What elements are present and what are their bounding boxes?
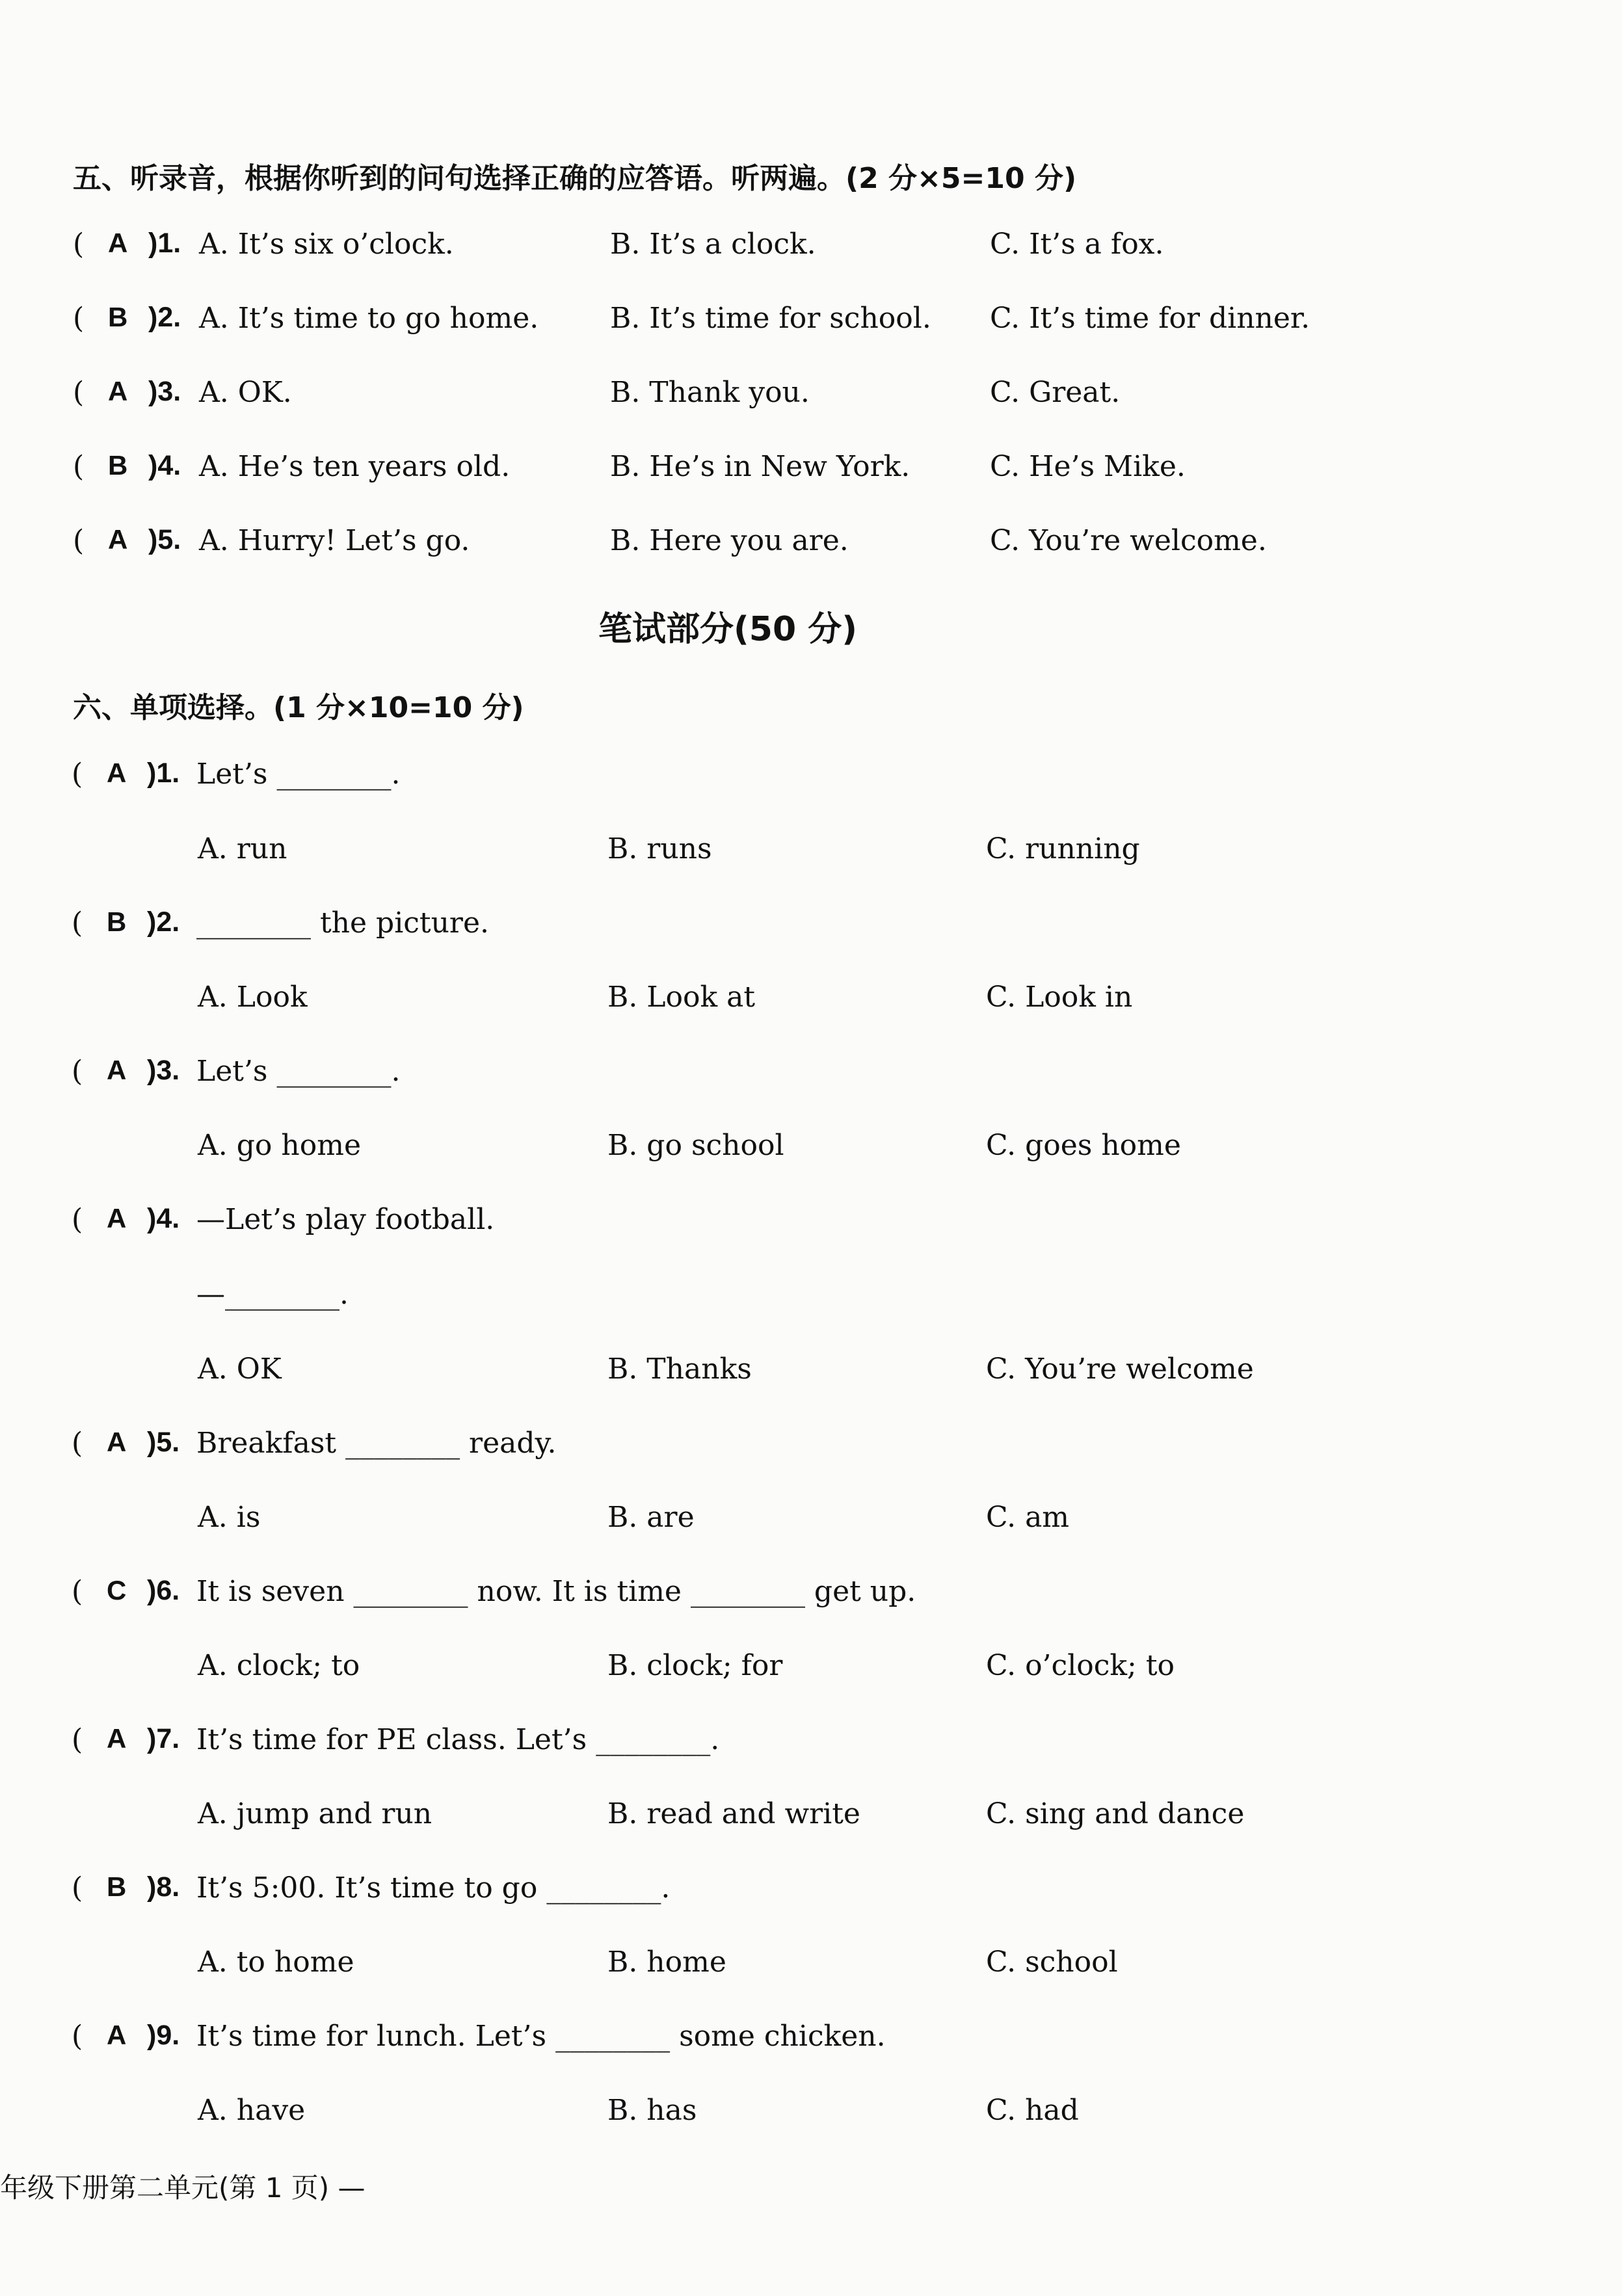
option-b: B. Thank you. — [610, 376, 810, 409]
option-b: B. Look at — [607, 981, 756, 1014]
question-stem: It is seven ________ now. It is time ________ get up. — [196, 1575, 916, 1608]
question-number: )7. — [147, 1723, 180, 1754]
answer-letter: B — [108, 450, 128, 481]
answer-letter: A — [107, 1427, 127, 1457]
answer-letter: A — [107, 1055, 127, 1085]
option-b: B. It’s time for school. — [610, 302, 931, 335]
option-c: C. had — [986, 2094, 1079, 2127]
question-number: )1. — [147, 758, 180, 789]
option-a: A. is — [198, 1501, 261, 1534]
question-number: )5. — [147, 1427, 180, 1458]
option-c: C. It’s time for dinner. — [990, 302, 1310, 335]
answer-paren: ( — [72, 2020, 83, 2053]
option-b: B. It’s a clock. — [610, 228, 816, 261]
option-a: A. It’s six o’clock. — [199, 228, 454, 261]
question-stem: It’s 5:00. It’s time to go ________. — [196, 1871, 671, 1905]
answer-paren: ( — [73, 450, 85, 483]
option-c: C. school — [986, 1946, 1118, 1979]
answer-letter: B — [108, 302, 128, 332]
question-number: )2. — [147, 906, 180, 938]
question-number: )5. — [148, 524, 181, 555]
question-number: )8. — [147, 1871, 180, 1903]
option-a: A. It’s time to go home. — [199, 302, 539, 335]
answer-letter: A — [107, 758, 127, 788]
question-number: )3. — [147, 1055, 180, 1086]
option-a: A. jump and run — [198, 1797, 432, 1830]
answer-paren: ( — [72, 1723, 83, 1756]
question-stem: Let’s ________. — [196, 1055, 401, 1088]
option-b: B. He’s in New York. — [610, 450, 911, 483]
answer-letter: C — [107, 1575, 127, 1605]
question-number: )4. — [147, 1203, 180, 1234]
option-c: C. Look in — [986, 981, 1133, 1014]
option-c: C. You’re welcome — [986, 1353, 1254, 1386]
option-b: B. home — [607, 1946, 726, 1979]
answer-paren: ( — [73, 302, 85, 335]
question-stem: Breakfast ________ ready. — [196, 1427, 557, 1460]
section-six-heading: 六、单项选择。(1 分×10=10 分) — [73, 691, 524, 724]
option-b: B. Here you are. — [610, 524, 849, 557]
answer-letter: A — [108, 228, 128, 258]
answer-letter: A — [108, 376, 128, 406]
option-b: B. clock; for — [607, 1649, 783, 1682]
answer-paren: ( — [73, 376, 85, 409]
question-stem: ________ the picture. — [196, 906, 489, 940]
question-number: )3. — [148, 376, 181, 407]
answer-paren: ( — [72, 1203, 83, 1236]
option-c: C. It’s a fox. — [990, 228, 1164, 261]
question-stem: —Let’s play football. — [196, 1203, 495, 1236]
option-a: A. OK. — [199, 376, 292, 409]
option-a: A. run — [198, 832, 287, 865]
answer-paren: ( — [72, 1055, 83, 1088]
option-b: B. are — [607, 1501, 695, 1534]
option-c: C. am — [986, 1501, 1070, 1534]
option-b: B. Thanks — [607, 1353, 752, 1386]
answer-letter: B — [107, 906, 127, 937]
option-c: C. You’re welcome. — [990, 524, 1267, 557]
option-a: A. He’s ten years old. — [199, 450, 511, 483]
question-number: )1. — [148, 228, 181, 259]
option-a: A. clock; to — [198, 1649, 360, 1682]
question-number: )2. — [148, 302, 181, 333]
option-c: C. Great. — [990, 376, 1121, 409]
question-number: )4. — [148, 450, 181, 481]
answer-letter: B — [107, 1871, 127, 1902]
written-section-title: 笔试部分(50 分) — [598, 610, 857, 649]
option-a: A. Look — [198, 981, 308, 1014]
option-a: A. Hurry! Let’s go. — [199, 524, 470, 557]
answer-paren: ( — [73, 524, 85, 557]
option-b: B. read and write — [607, 1797, 860, 1830]
answer-paren: ( — [72, 758, 83, 791]
question-stem: It’s time for PE class. Let’s ________. — [196, 1723, 720, 1756]
answer-letter: A — [107, 1723, 127, 1754]
option-c: C. running — [986, 832, 1140, 865]
answer-paren: ( — [73, 228, 85, 261]
question-stem: It’s time for lunch. Let’s ________ some chicken. — [196, 2020, 886, 2053]
answer-letter: A — [107, 1203, 127, 1234]
section-five-heading: 五、听录音，根据你听到的问句选择正确的应答语。听两遍。(2 分×5=10 分) — [73, 162, 1077, 195]
option-a: A. OK — [198, 1353, 282, 1386]
question-number: )9. — [147, 2020, 180, 2051]
option-c: C. o’clock; to — [986, 1649, 1175, 1682]
option-b: B. has — [607, 2094, 697, 2127]
answer-paren: ( — [72, 1427, 83, 1460]
answer-letter: A — [107, 2020, 127, 2050]
question-number: )6. — [147, 1575, 180, 1606]
page-footer: 年级下册第二单元(第 1 页) — — [0, 2172, 366, 2204]
answer-paren: ( — [72, 906, 83, 940]
option-b: B. go school — [607, 1129, 784, 1162]
option-c: C. sing and dance — [986, 1797, 1245, 1830]
answer-paren: ( — [72, 1871, 83, 1905]
answer-letter: A — [108, 524, 128, 555]
answer-paren: ( — [72, 1575, 83, 1608]
option-b: B. runs — [607, 832, 712, 865]
question-stem: Let’s ________. — [196, 758, 401, 791]
option-a: A. go home — [198, 1129, 361, 1162]
question-stem-reply: —________. — [196, 1278, 349, 1311]
option-c: C. goes home — [986, 1129, 1181, 1162]
option-a: A. have — [198, 2094, 306, 2127]
option-c: C. He’s Mike. — [990, 450, 1186, 483]
option-a: A. to home — [198, 1946, 354, 1979]
